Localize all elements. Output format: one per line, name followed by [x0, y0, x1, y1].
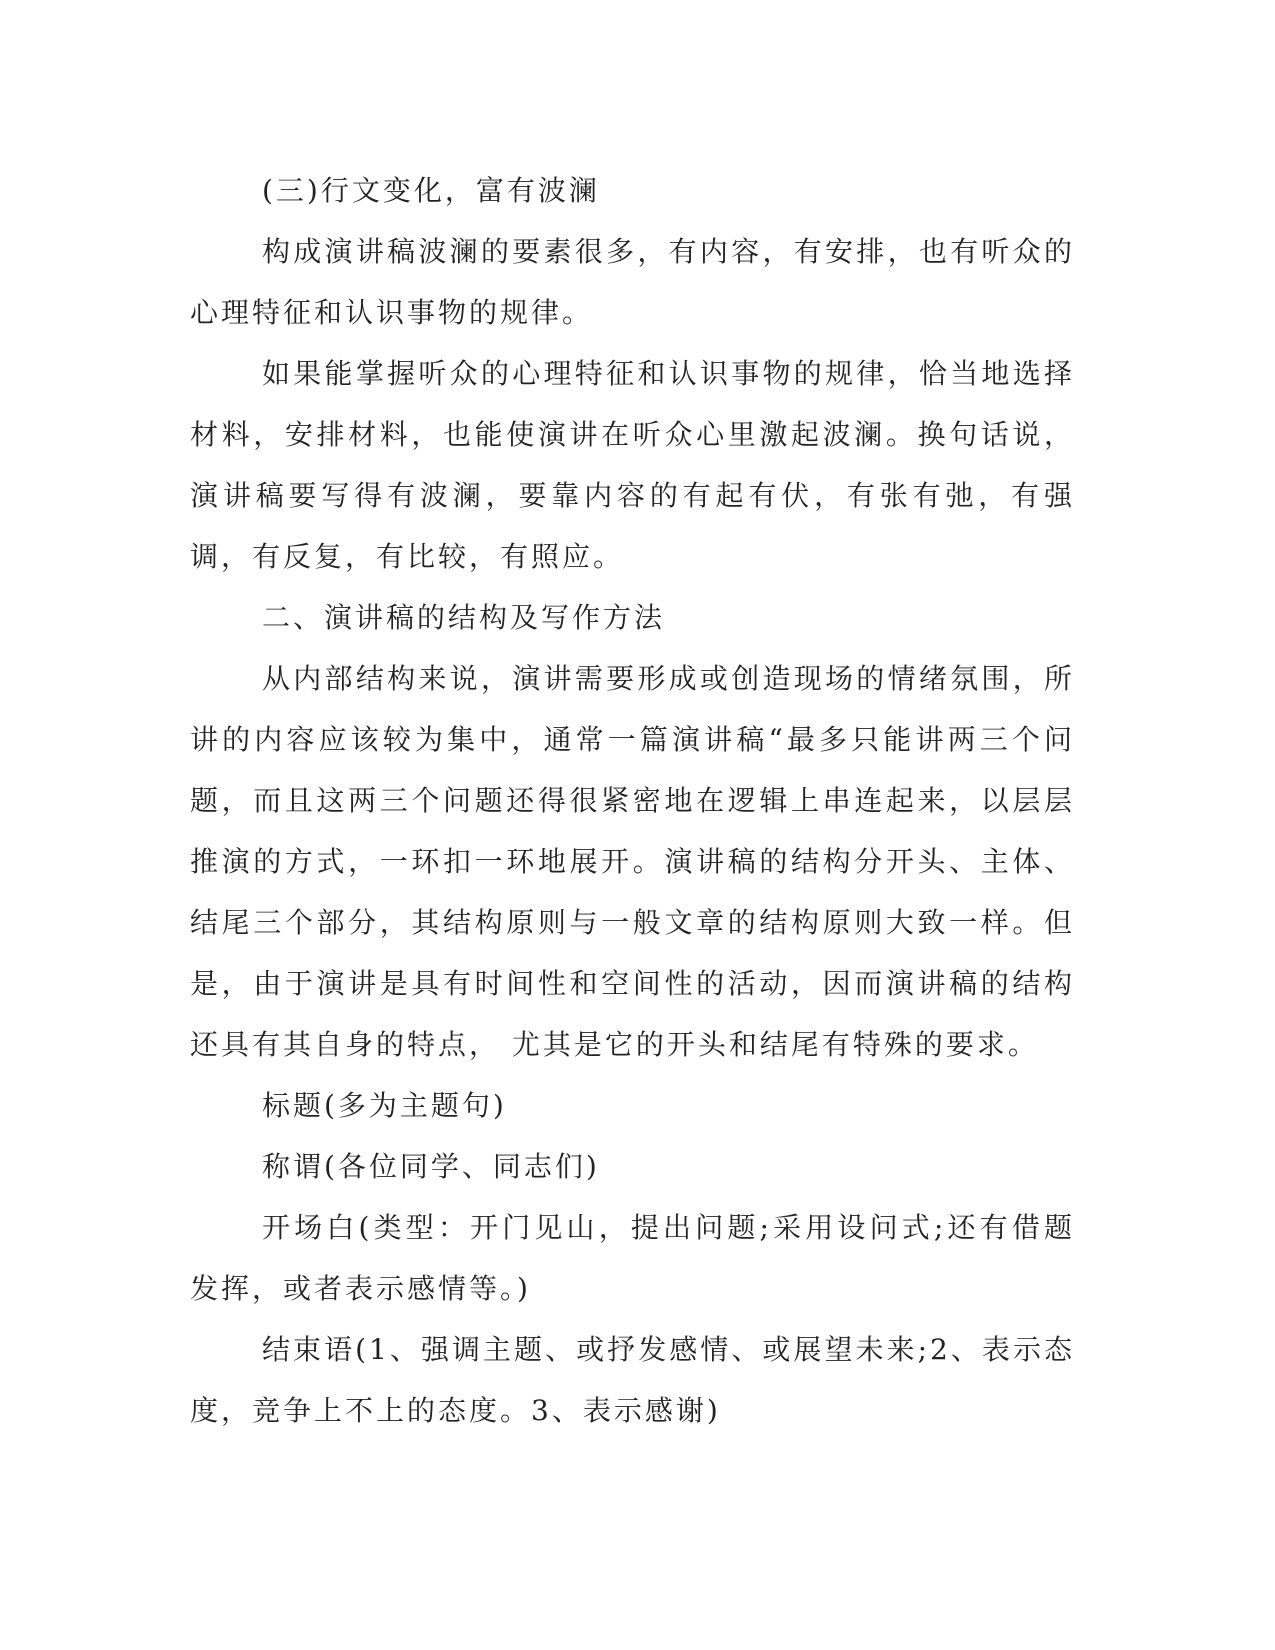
- list-item-opening: 开场白(类型：开门见山，提出问题;采用设问式;还有借题发挥，或者表示感情等。): [190, 1211, 1075, 1305]
- document-body: [190, 160, 1075, 1441]
- section-heading-writing-variation: (三)行文变化，富有波澜: [262, 174, 600, 207]
- list-item-title: 标题(多为主题句): [262, 1089, 507, 1122]
- list-item-salutation: 称谓(各位同学、同志们): [262, 1150, 600, 1183]
- paragraph-wave-elements: 构成演讲稿波澜的要素很多，有内容，有安排，也有听众的心理特征和认识事物的规律。: [190, 235, 1075, 329]
- paragraph-audience-psychology: 如果能掌握听众的心理特征和认识事物的规律，恰当地选择材料，安排材料，也能使演讲在听众心里激起波澜。换句话说，演讲稿要写得有波澜，要靠内容的有起有伏，有张有弛，有强调，有反复，有比较，有照应。: [190, 357, 1075, 573]
- paragraph-internal-structure: 从内部结构来说，演讲需要形成或创造现场的情绪氛围，所讲的内容应该较为集中，通常一篇演讲稿“最多只能讲两三个问题，而且这两三个问题还得很紧密地在逻辑上串连起来，以层层推演的方式，一环扣一环地展开。演讲稿的结构分开头、主体、结尾三个部分，其结构原则与一般文章的结构原则大致一样。但是，由于演讲是具有时间性和空间性的活动，因而演讲稿的结构还具有其自身的特点， 尤其是它的开头和结尾有特殊的要求。: [190, 662, 1075, 1061]
- section-heading-structure: 二、演讲稿的结构及写作方法: [262, 601, 666, 634]
- list-item-closing: 结束语(1、强调主题、或抒发感情、或展望未来;2、表示态度，竞争上不上的态度。3、表示感谢): [190, 1333, 1075, 1427]
